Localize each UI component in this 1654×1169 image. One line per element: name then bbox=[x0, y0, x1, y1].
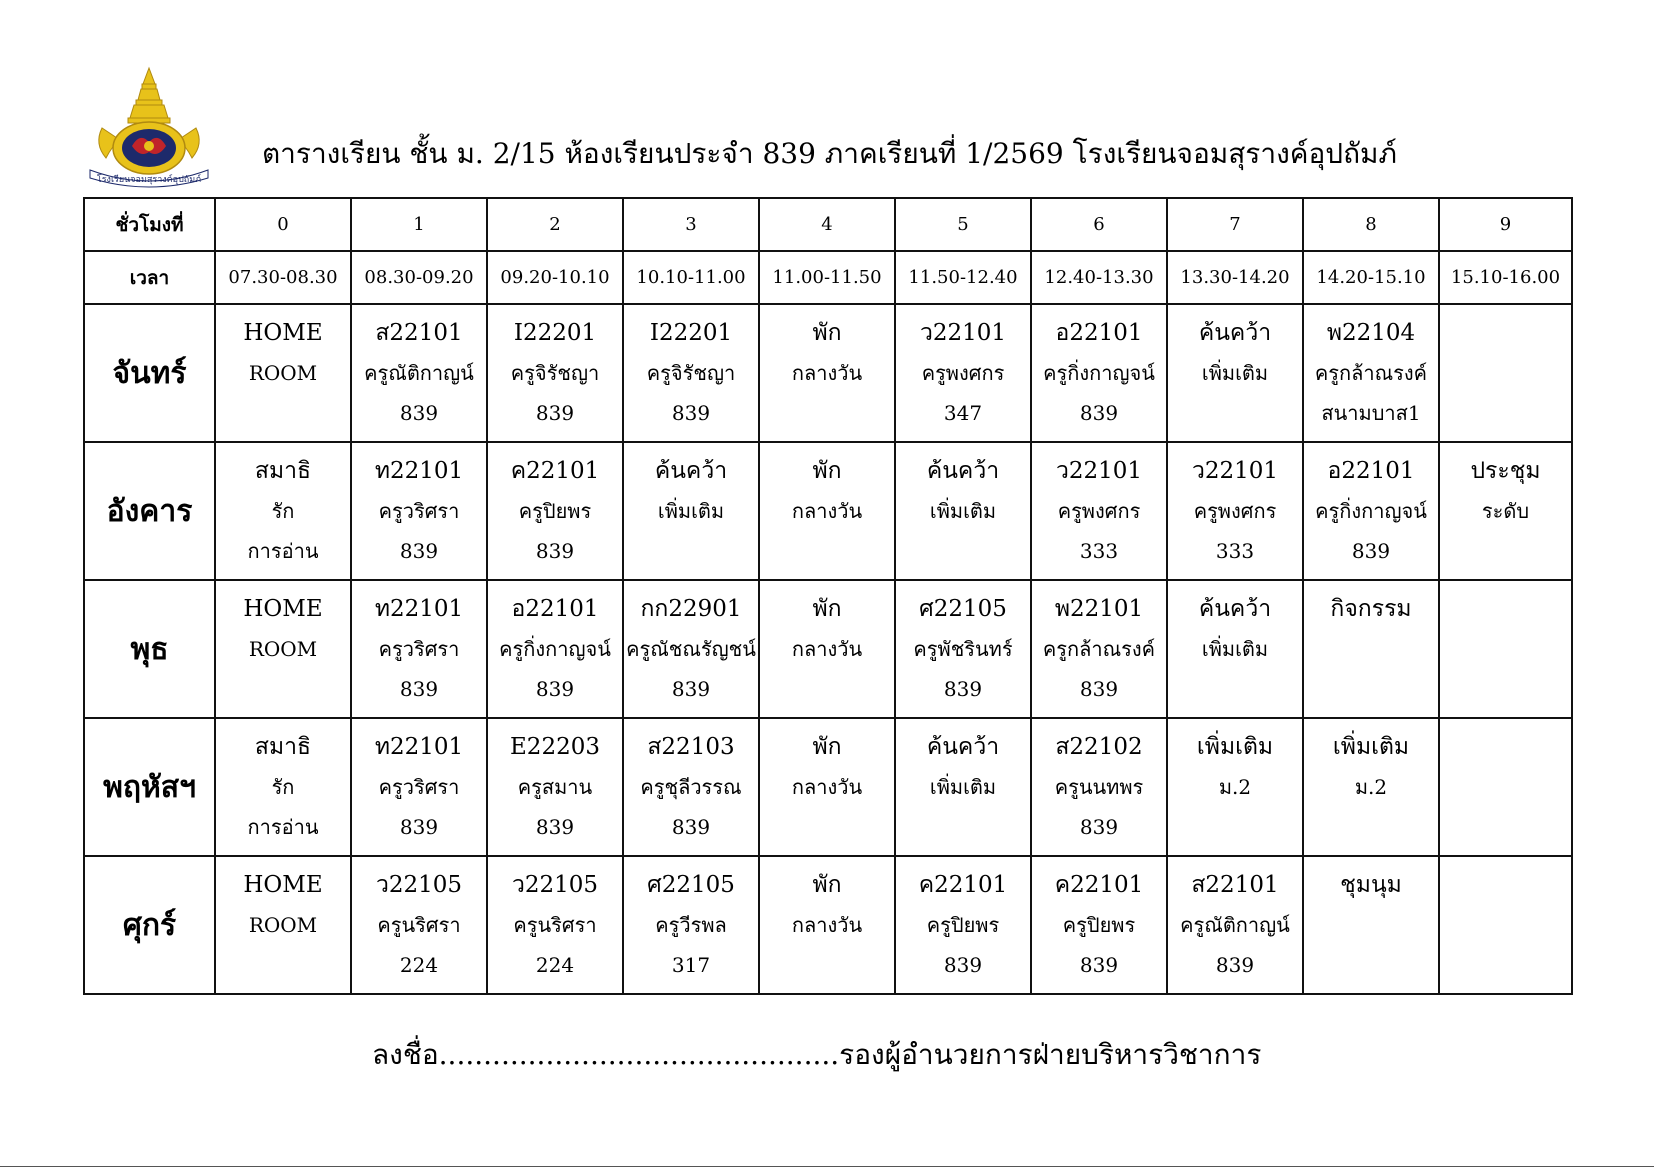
cell-teacher: ครูวริศรา bbox=[378, 637, 460, 661]
timetable-cell bbox=[1167, 580, 1303, 718]
cell-teacher: ROOM bbox=[248, 637, 318, 661]
cell-subject: ชุมนุม bbox=[1340, 872, 1402, 898]
period-time: 08.30-09.20 bbox=[351, 251, 487, 304]
cell-subject: ท22101 bbox=[374, 596, 464, 622]
cell-subject: ค22101 bbox=[1054, 872, 1144, 898]
timetable-cell bbox=[351, 442, 487, 580]
timetable-cell bbox=[895, 580, 1031, 718]
timetable-cell bbox=[351, 718, 487, 856]
timetable-cell bbox=[1303, 304, 1439, 442]
cell-teacher: ครูณัติกาญน์ bbox=[364, 361, 474, 385]
timetable-cell bbox=[215, 304, 351, 442]
cell-room: 839 bbox=[1079, 401, 1119, 425]
cell-subject: ท22101 bbox=[374, 734, 464, 760]
time-label: เวลา bbox=[84, 251, 215, 304]
timetable-cell bbox=[351, 304, 487, 442]
period-number: 3 bbox=[623, 198, 759, 251]
cell-room: 839 bbox=[535, 539, 575, 563]
timetable-cell bbox=[215, 856, 351, 994]
cell-room: การอ่าน bbox=[247, 539, 319, 563]
cell-subject: พัก bbox=[812, 596, 842, 622]
cell-room: 333 bbox=[1079, 539, 1119, 563]
timetable-cell bbox=[1303, 856, 1439, 994]
cell-subject: พัก bbox=[812, 320, 842, 346]
cell-room: 839 bbox=[399, 815, 439, 839]
timetable-cell bbox=[1167, 442, 1303, 580]
cell-teacher: รัก bbox=[271, 775, 295, 799]
cell-teacher: เพิ่มเติม bbox=[929, 499, 997, 523]
cell-room: 839 bbox=[535, 677, 575, 701]
cell-subject: ค22101 bbox=[918, 872, 1008, 898]
timetable-cell bbox=[895, 304, 1031, 442]
cell-teacher: ครูกิ่งกาญจน์ bbox=[499, 637, 611, 661]
cell-subject: พ22104 bbox=[1326, 320, 1416, 346]
timetable-cell bbox=[351, 856, 487, 994]
timetable-cell bbox=[895, 442, 1031, 580]
cell-room: 839 bbox=[671, 815, 711, 839]
timetable-cell bbox=[623, 580, 759, 718]
cell-subject: เพิ่มเติม bbox=[1196, 734, 1274, 760]
time-header-row bbox=[84, 251, 1572, 304]
cell-room: 224 bbox=[399, 953, 439, 977]
cell-teacher: ครูนริศรา bbox=[377, 913, 461, 937]
period-number: 9 bbox=[1439, 198, 1572, 251]
cell-subject: พัก bbox=[812, 458, 842, 484]
cell-teacher: ROOM bbox=[248, 913, 318, 937]
cell-subject: ว22101 bbox=[1191, 458, 1279, 484]
period-number: 5 bbox=[895, 198, 1031, 251]
cell-room: การอ่าน bbox=[247, 815, 319, 839]
day-label: จันทร์ bbox=[84, 304, 215, 442]
cell-subject: HOME bbox=[243, 872, 323, 898]
cell-teacher: ROOM bbox=[248, 361, 318, 385]
cell-room: 224 bbox=[535, 953, 575, 977]
cell-room: 317 bbox=[671, 953, 711, 977]
timetable-cell bbox=[623, 442, 759, 580]
timetable-cell bbox=[759, 442, 895, 580]
cell-teacher: รัก bbox=[271, 499, 295, 523]
cell-subject: ค22101 bbox=[510, 458, 600, 484]
cell-teacher: เพิ่มเติม bbox=[1201, 637, 1269, 661]
cell-subject: ค้นคว้า bbox=[926, 458, 1000, 484]
period-time: 07.30-08.30 bbox=[215, 251, 351, 304]
cell-subject: ว22101 bbox=[1055, 458, 1143, 484]
cell-subject: ค้นคว้า bbox=[1198, 596, 1272, 622]
page-bottom-divider bbox=[0, 1166, 1654, 1167]
timetable-cell bbox=[1031, 856, 1167, 994]
timetable-cell bbox=[1031, 718, 1167, 856]
cell-teacher: ครูจิรัชญา bbox=[510, 361, 600, 385]
timetable-cell bbox=[1439, 856, 1572, 994]
cell-subject: อ22101 bbox=[511, 596, 599, 622]
cell-subject: ค้นคว้า bbox=[926, 734, 1000, 760]
period-time: 13.30-14.20 bbox=[1167, 251, 1303, 304]
period-header-row bbox=[84, 198, 1572, 251]
cell-room: 839 bbox=[1079, 815, 1119, 839]
cell-subject: อ22101 bbox=[1327, 458, 1415, 484]
cell-teacher: ครูปิยพร bbox=[518, 499, 592, 523]
cell-teacher: ครูวริศรา bbox=[378, 499, 460, 523]
cell-room: 839 bbox=[671, 677, 711, 701]
timetable-cell bbox=[759, 304, 895, 442]
timetable-cell bbox=[1167, 304, 1303, 442]
period-time: 12.40-13.30 bbox=[1031, 251, 1167, 304]
day-label: พฤหัสฯ bbox=[84, 718, 215, 856]
cell-subject: สมาธิ bbox=[254, 734, 312, 760]
cell-subject: ท22101 bbox=[374, 458, 464, 484]
cell-teacher: ครูณัชณรัญชน์ bbox=[626, 637, 756, 661]
cell-subject: ส22103 bbox=[647, 734, 735, 760]
cell-teacher: กลางวัน bbox=[791, 775, 863, 799]
period-label: ชั่วโมงที่ bbox=[84, 198, 215, 251]
cell-teacher: ครูนริศรา bbox=[513, 913, 597, 937]
day-label: ศุกร์ bbox=[84, 856, 215, 994]
school-emblem-icon bbox=[84, 66, 214, 196]
cell-room: 839 bbox=[1079, 677, 1119, 701]
cell-subject: ว22101 bbox=[919, 320, 1007, 346]
cell-teacher: ครูปิยพร bbox=[926, 913, 1000, 937]
cell-teacher: เพิ่มเติม bbox=[657, 499, 725, 523]
timetable-cell bbox=[487, 856, 623, 994]
page-title: ตารางเรียน ชั้น ม. 2/15 ห้องเรียนประจำ 839 ภาคเรียนที่ 1/2569 โรงเรียนจอมสุรางค์อุปถัมภ์ bbox=[262, 137, 1397, 170]
day-label: อังคาร bbox=[84, 442, 215, 580]
period-number: 0 bbox=[215, 198, 351, 251]
cell-teacher: ครูกิ่งกาญจน์ bbox=[1043, 361, 1155, 385]
timetable-cell bbox=[487, 580, 623, 718]
timetable-cell bbox=[1031, 580, 1167, 718]
cell-room: สนามบาส1 bbox=[1321, 401, 1421, 425]
logo-ribbon-text: โรงเรียนจอมสุรางค์อุปถัมภ์ bbox=[96, 175, 202, 185]
cell-subject: เพิ่มเติม bbox=[1332, 734, 1410, 760]
day-row bbox=[84, 718, 1572, 856]
timetable-cell bbox=[215, 580, 351, 718]
cell-room: 839 bbox=[943, 677, 983, 701]
cell-room: 839 bbox=[671, 401, 711, 425]
timetable-cell bbox=[487, 304, 623, 442]
day-row bbox=[84, 442, 1572, 580]
cell-teacher: เพิ่มเติม bbox=[929, 775, 997, 799]
signature-line: ลงชื่อ.............................................รองผู้อำนวยการฝ่ายบริหารวิชาการ bbox=[372, 1038, 1262, 1071]
cell-subject: พ22101 bbox=[1054, 596, 1144, 622]
cell-subject: ประชุม bbox=[1470, 458, 1541, 484]
timetable-cell bbox=[759, 856, 895, 994]
cell-room: 839 bbox=[1215, 953, 1255, 977]
cell-subject: E22203 bbox=[510, 734, 600, 760]
cell-teacher: ครูนนทพร bbox=[1054, 775, 1144, 799]
cell-teacher: ม.2 bbox=[1218, 775, 1252, 799]
cell-subject: พัก bbox=[812, 734, 842, 760]
period-time: 14.20-15.10 bbox=[1303, 251, 1439, 304]
cell-room: 839 bbox=[399, 539, 439, 563]
timetable-cell bbox=[895, 856, 1031, 994]
timetable-cell bbox=[1439, 304, 1572, 442]
cell-subject: ศ22105 bbox=[919, 596, 1007, 622]
timetable-cell bbox=[1303, 442, 1439, 580]
cell-subject: HOME bbox=[243, 320, 323, 346]
cell-subject: กก22901 bbox=[640, 596, 742, 622]
period-time: 11.00-11.50 bbox=[759, 251, 895, 304]
day-label: พุธ bbox=[84, 580, 215, 718]
cell-room: 839 bbox=[535, 401, 575, 425]
cell-teacher: ครูกล้าณรงค์ bbox=[1314, 361, 1428, 385]
timetable-cell bbox=[487, 442, 623, 580]
cell-room: 839 bbox=[943, 953, 983, 977]
cell-teacher: กลางวัน bbox=[791, 913, 863, 937]
cell-room: 839 bbox=[535, 815, 575, 839]
cell-subject: HOME bbox=[243, 596, 323, 622]
cell-teacher: ครูพงศกร bbox=[1193, 499, 1277, 523]
period-number: 4 bbox=[759, 198, 895, 251]
timetable-cell bbox=[759, 718, 895, 856]
cell-teacher: ครูพงศกร bbox=[921, 361, 1005, 385]
period-number: 1 bbox=[351, 198, 487, 251]
timetable-cell bbox=[487, 718, 623, 856]
cell-room: 333 bbox=[1215, 539, 1255, 563]
timetable-cell bbox=[215, 442, 351, 580]
timetable-cell bbox=[1439, 718, 1572, 856]
cell-subject: ว22105 bbox=[375, 872, 463, 898]
cell-teacher: ครูปิยพร bbox=[1062, 913, 1136, 937]
cell-teacher: ครูสมาน bbox=[517, 775, 593, 799]
cell-room: 839 bbox=[1079, 953, 1119, 977]
period-number: 7 bbox=[1167, 198, 1303, 251]
period-number: 8 bbox=[1303, 198, 1439, 251]
timetable-cell bbox=[351, 580, 487, 718]
cell-teacher: ครูชุลีวรรณ bbox=[640, 775, 742, 799]
cell-subject: อ22101 bbox=[1055, 320, 1143, 346]
cell-subject: I22201 bbox=[649, 320, 733, 346]
timetable-cell bbox=[215, 718, 351, 856]
cell-subject: ค้นคว้า bbox=[654, 458, 728, 484]
day-row bbox=[84, 304, 1572, 442]
cell-subject: I22201 bbox=[513, 320, 597, 346]
cell-subject: ส22102 bbox=[1055, 734, 1143, 760]
period-number: 6 bbox=[1031, 198, 1167, 251]
cell-room: 839 bbox=[399, 401, 439, 425]
cell-teacher: ม.2 bbox=[1354, 775, 1388, 799]
cell-teacher: ระดับ bbox=[1481, 499, 1530, 523]
timetable-cell bbox=[1031, 442, 1167, 580]
timetable-cell bbox=[623, 856, 759, 994]
cell-teacher: ครูณัติกาญน์ bbox=[1180, 913, 1290, 937]
cell-subject: ว22105 bbox=[511, 872, 599, 898]
timetable-cell bbox=[1439, 442, 1572, 580]
cell-teacher: ครูพัชรินทร์ bbox=[913, 637, 1013, 661]
cell-subject: ค้นคว้า bbox=[1198, 320, 1272, 346]
timetable-cell bbox=[759, 580, 895, 718]
cell-subject: สมาธิ bbox=[254, 458, 312, 484]
timetable-cell bbox=[1167, 718, 1303, 856]
timetable-cell bbox=[1439, 580, 1572, 718]
timetable-cell bbox=[1031, 304, 1167, 442]
timetable-cell bbox=[623, 304, 759, 442]
cell-teacher: ครูกิ่งกาญจน์ bbox=[1315, 499, 1427, 523]
cell-room: 839 bbox=[1351, 539, 1391, 563]
day-row bbox=[84, 580, 1572, 718]
timetable-cell bbox=[623, 718, 759, 856]
timetable-cell bbox=[1167, 856, 1303, 994]
cell-teacher: เพิ่มเติม bbox=[1201, 361, 1269, 385]
period-number: 2 bbox=[487, 198, 623, 251]
period-time: 09.20-10.10 bbox=[487, 251, 623, 304]
cell-teacher: ครูวริศรา bbox=[378, 775, 460, 799]
timetable-cell bbox=[1303, 718, 1439, 856]
cell-subject: กิจกรรม bbox=[1330, 596, 1412, 622]
cell-subject: ส22101 bbox=[375, 320, 463, 346]
cell-teacher: ครูพงศกร bbox=[1057, 499, 1141, 523]
timetable-cell bbox=[895, 718, 1031, 856]
cell-teacher: ครูจิรัชญา bbox=[646, 361, 736, 385]
cell-teacher: กลางวัน bbox=[791, 499, 863, 523]
timetable-cell bbox=[1303, 580, 1439, 718]
cell-subject: ส22101 bbox=[1191, 872, 1279, 898]
timetable bbox=[83, 197, 1573, 995]
cell-subject: พัก bbox=[812, 872, 842, 898]
cell-room: 839 bbox=[399, 677, 439, 701]
cell-room: 347 bbox=[943, 401, 983, 425]
period-time: 11.50-12.40 bbox=[895, 251, 1031, 304]
cell-teacher: ครูกล้าณรงค์ bbox=[1042, 637, 1156, 661]
period-time: 15.10-16.00 bbox=[1439, 251, 1572, 304]
cell-teacher: กลางวัน bbox=[791, 361, 863, 385]
day-row bbox=[84, 856, 1572, 994]
cell-teacher: ครูวีรพล bbox=[655, 913, 727, 937]
cell-teacher: กลางวัน bbox=[791, 637, 863, 661]
period-time: 10.10-11.00 bbox=[623, 251, 759, 304]
cell-subject: ศ22105 bbox=[647, 872, 735, 898]
